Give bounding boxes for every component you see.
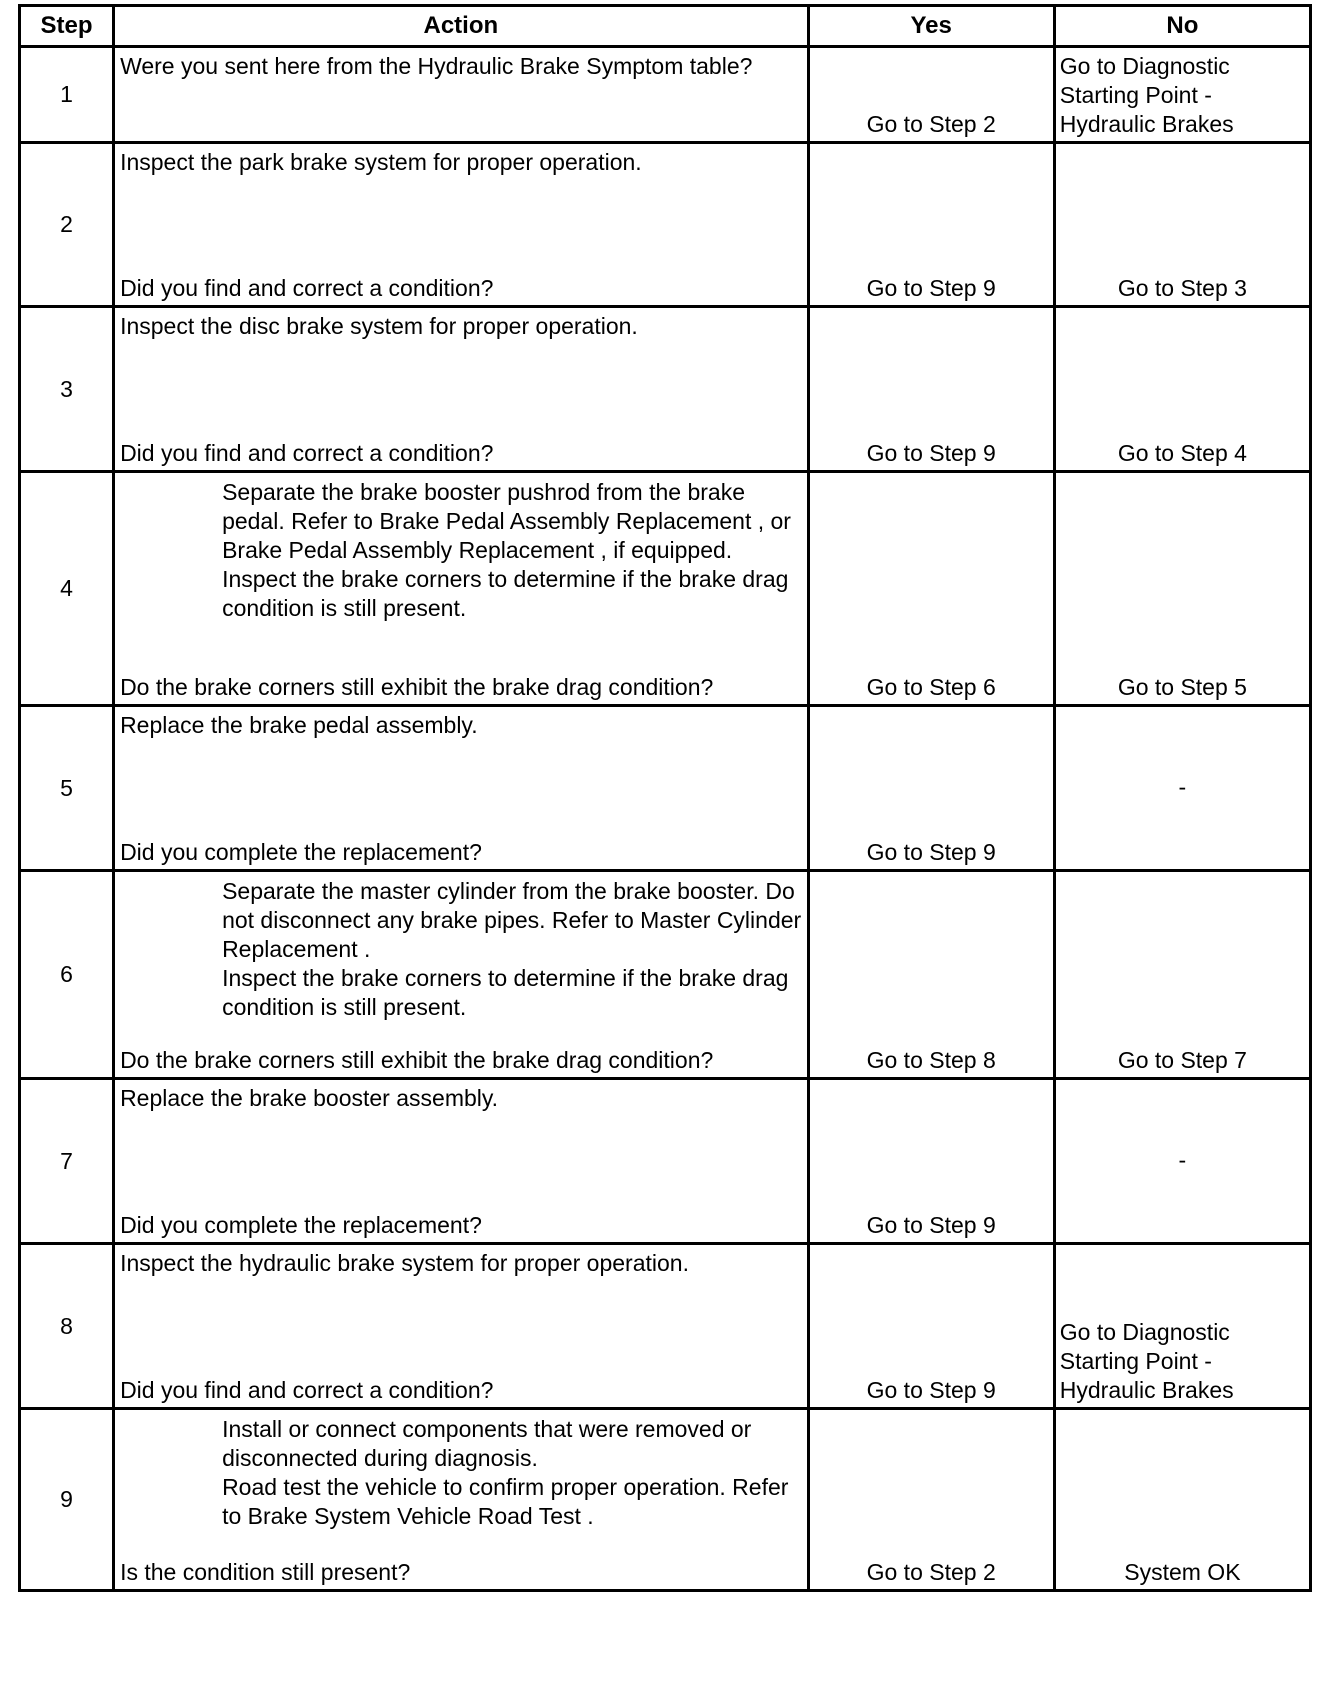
action-text: Were you sent here from the Hydraulic Brake Symptom table? — [120, 53, 753, 79]
yes-cell: Go to Step 9 — [808, 307, 1054, 472]
yes-cell: Go to Step 2 — [808, 47, 1054, 143]
no-cell: Go to Step 7 — [1054, 871, 1310, 1079]
no-cell: Go to Step 4 — [1054, 307, 1310, 472]
no-cell: - — [1054, 706, 1310, 871]
substep: Inspect the brake corners to determine if the brake drag condition is still present. — [222, 965, 789, 1020]
no-cell: Go to Diagnostic Starting Point - Hydraulic Brakes — [1054, 1244, 1310, 1409]
header-action: Action — [114, 6, 809, 47]
substep: Separate the brake booster pushrod from the brake pedal. Refer to Brake Pedal Assembly Replacement , or Brake Pedal Assembly Replacement , if equipped. — [222, 479, 791, 563]
header-yes: Yes — [808, 6, 1054, 47]
action-cell — [114, 1244, 809, 1409]
table-row — [20, 307, 1311, 472]
table-row — [20, 706, 1311, 871]
action-question: Is the condition still present? — [120, 1559, 411, 1585]
no-cell: Go to Step 5 — [1054, 472, 1310, 706]
action-text: Inspect the park brake system for proper operation. — [120, 149, 642, 175]
table-row — [20, 1409, 1311, 1591]
step-number: 7 — [20, 1079, 114, 1244]
action-question: Do the brake corners still exhibit the brake drag condition? — [120, 674, 714, 700]
step-number: 8 — [20, 1244, 114, 1409]
no-cell: - — [1054, 1079, 1310, 1244]
substep: Inspect the brake corners to determine if the brake drag condition is still present. — [222, 566, 789, 621]
action-question: Did you complete the replacement? — [120, 1212, 482, 1238]
table-row — [20, 472, 1311, 706]
action-question: Did you find and correct a condition? — [120, 1377, 494, 1403]
action-cell — [114, 143, 809, 307]
yes-cell: Go to Step 9 — [808, 1079, 1054, 1244]
action-cell — [114, 1079, 809, 1244]
action-question: Did you find and correct a condition? — [120, 440, 494, 466]
substep: Install or connect components that were removed or disconnected during diagnosis. — [222, 1416, 752, 1471]
action-cell — [114, 307, 809, 472]
table-row — [20, 1244, 1311, 1409]
step-number: 9 — [20, 1409, 114, 1591]
step-number: 2 — [20, 143, 114, 307]
step-number: 6 — [20, 871, 114, 1079]
no-cell: Go to Step 3 — [1054, 143, 1310, 307]
substep-list — [120, 1414, 803, 1531]
action-cell — [114, 871, 809, 1079]
yes-cell: Go to Step 6 — [808, 472, 1054, 706]
table-row — [20, 871, 1311, 1079]
substep-list — [120, 876, 803, 1022]
action-cell — [114, 706, 809, 871]
action-question: Did you complete the replacement? — [120, 839, 482, 865]
action-text: Inspect the disc brake system for proper operation. — [120, 313, 638, 339]
substep: Road test the vehicle to confirm proper operation. Refer to Brake System Vehicle Road Test . — [222, 1474, 789, 1529]
diagnostic-table — [18, 4, 1312, 1592]
no-cell: System OK — [1054, 1409, 1310, 1591]
substep-list — [120, 477, 803, 623]
action-question: Do the brake corners still exhibit the brake drag condition? — [120, 1047, 714, 1073]
table-row — [20, 47, 1311, 143]
yes-cell: Go to Step 2 — [808, 1409, 1054, 1591]
action-question: Did you find and correct a condition? — [120, 275, 494, 301]
action-cell — [114, 1409, 809, 1591]
action-cell — [114, 472, 809, 706]
action-text: Replace the brake booster assembly. — [120, 1085, 499, 1111]
yes-cell: Go to Step 8 — [808, 871, 1054, 1079]
step-number: 5 — [20, 706, 114, 871]
action-cell — [114, 47, 809, 143]
action-text: Replace the brake pedal assembly. — [120, 712, 478, 738]
yes-cell: Go to Step 9 — [808, 1244, 1054, 1409]
table-row — [20, 143, 1311, 307]
header-row — [20, 6, 1311, 47]
step-number: 4 — [20, 472, 114, 706]
no-cell: Go to Diagnostic Starting Point - Hydraulic Brakes — [1054, 47, 1310, 143]
step-number: 3 — [20, 307, 114, 472]
header-step: Step — [20, 6, 114, 47]
header-no: No — [1054, 6, 1310, 47]
yes-cell: Go to Step 9 — [808, 143, 1054, 307]
action-text: Inspect the hydraulic brake system for proper operation. — [120, 1250, 689, 1276]
yes-cell: Go to Step 9 — [808, 706, 1054, 871]
substep: Separate the master cylinder from the brake booster. Do not disconnect any brake pipes. Refer to Master Cylinder Replacement . — [222, 878, 802, 962]
step-number: 1 — [20, 47, 114, 143]
table-row — [20, 1079, 1311, 1244]
